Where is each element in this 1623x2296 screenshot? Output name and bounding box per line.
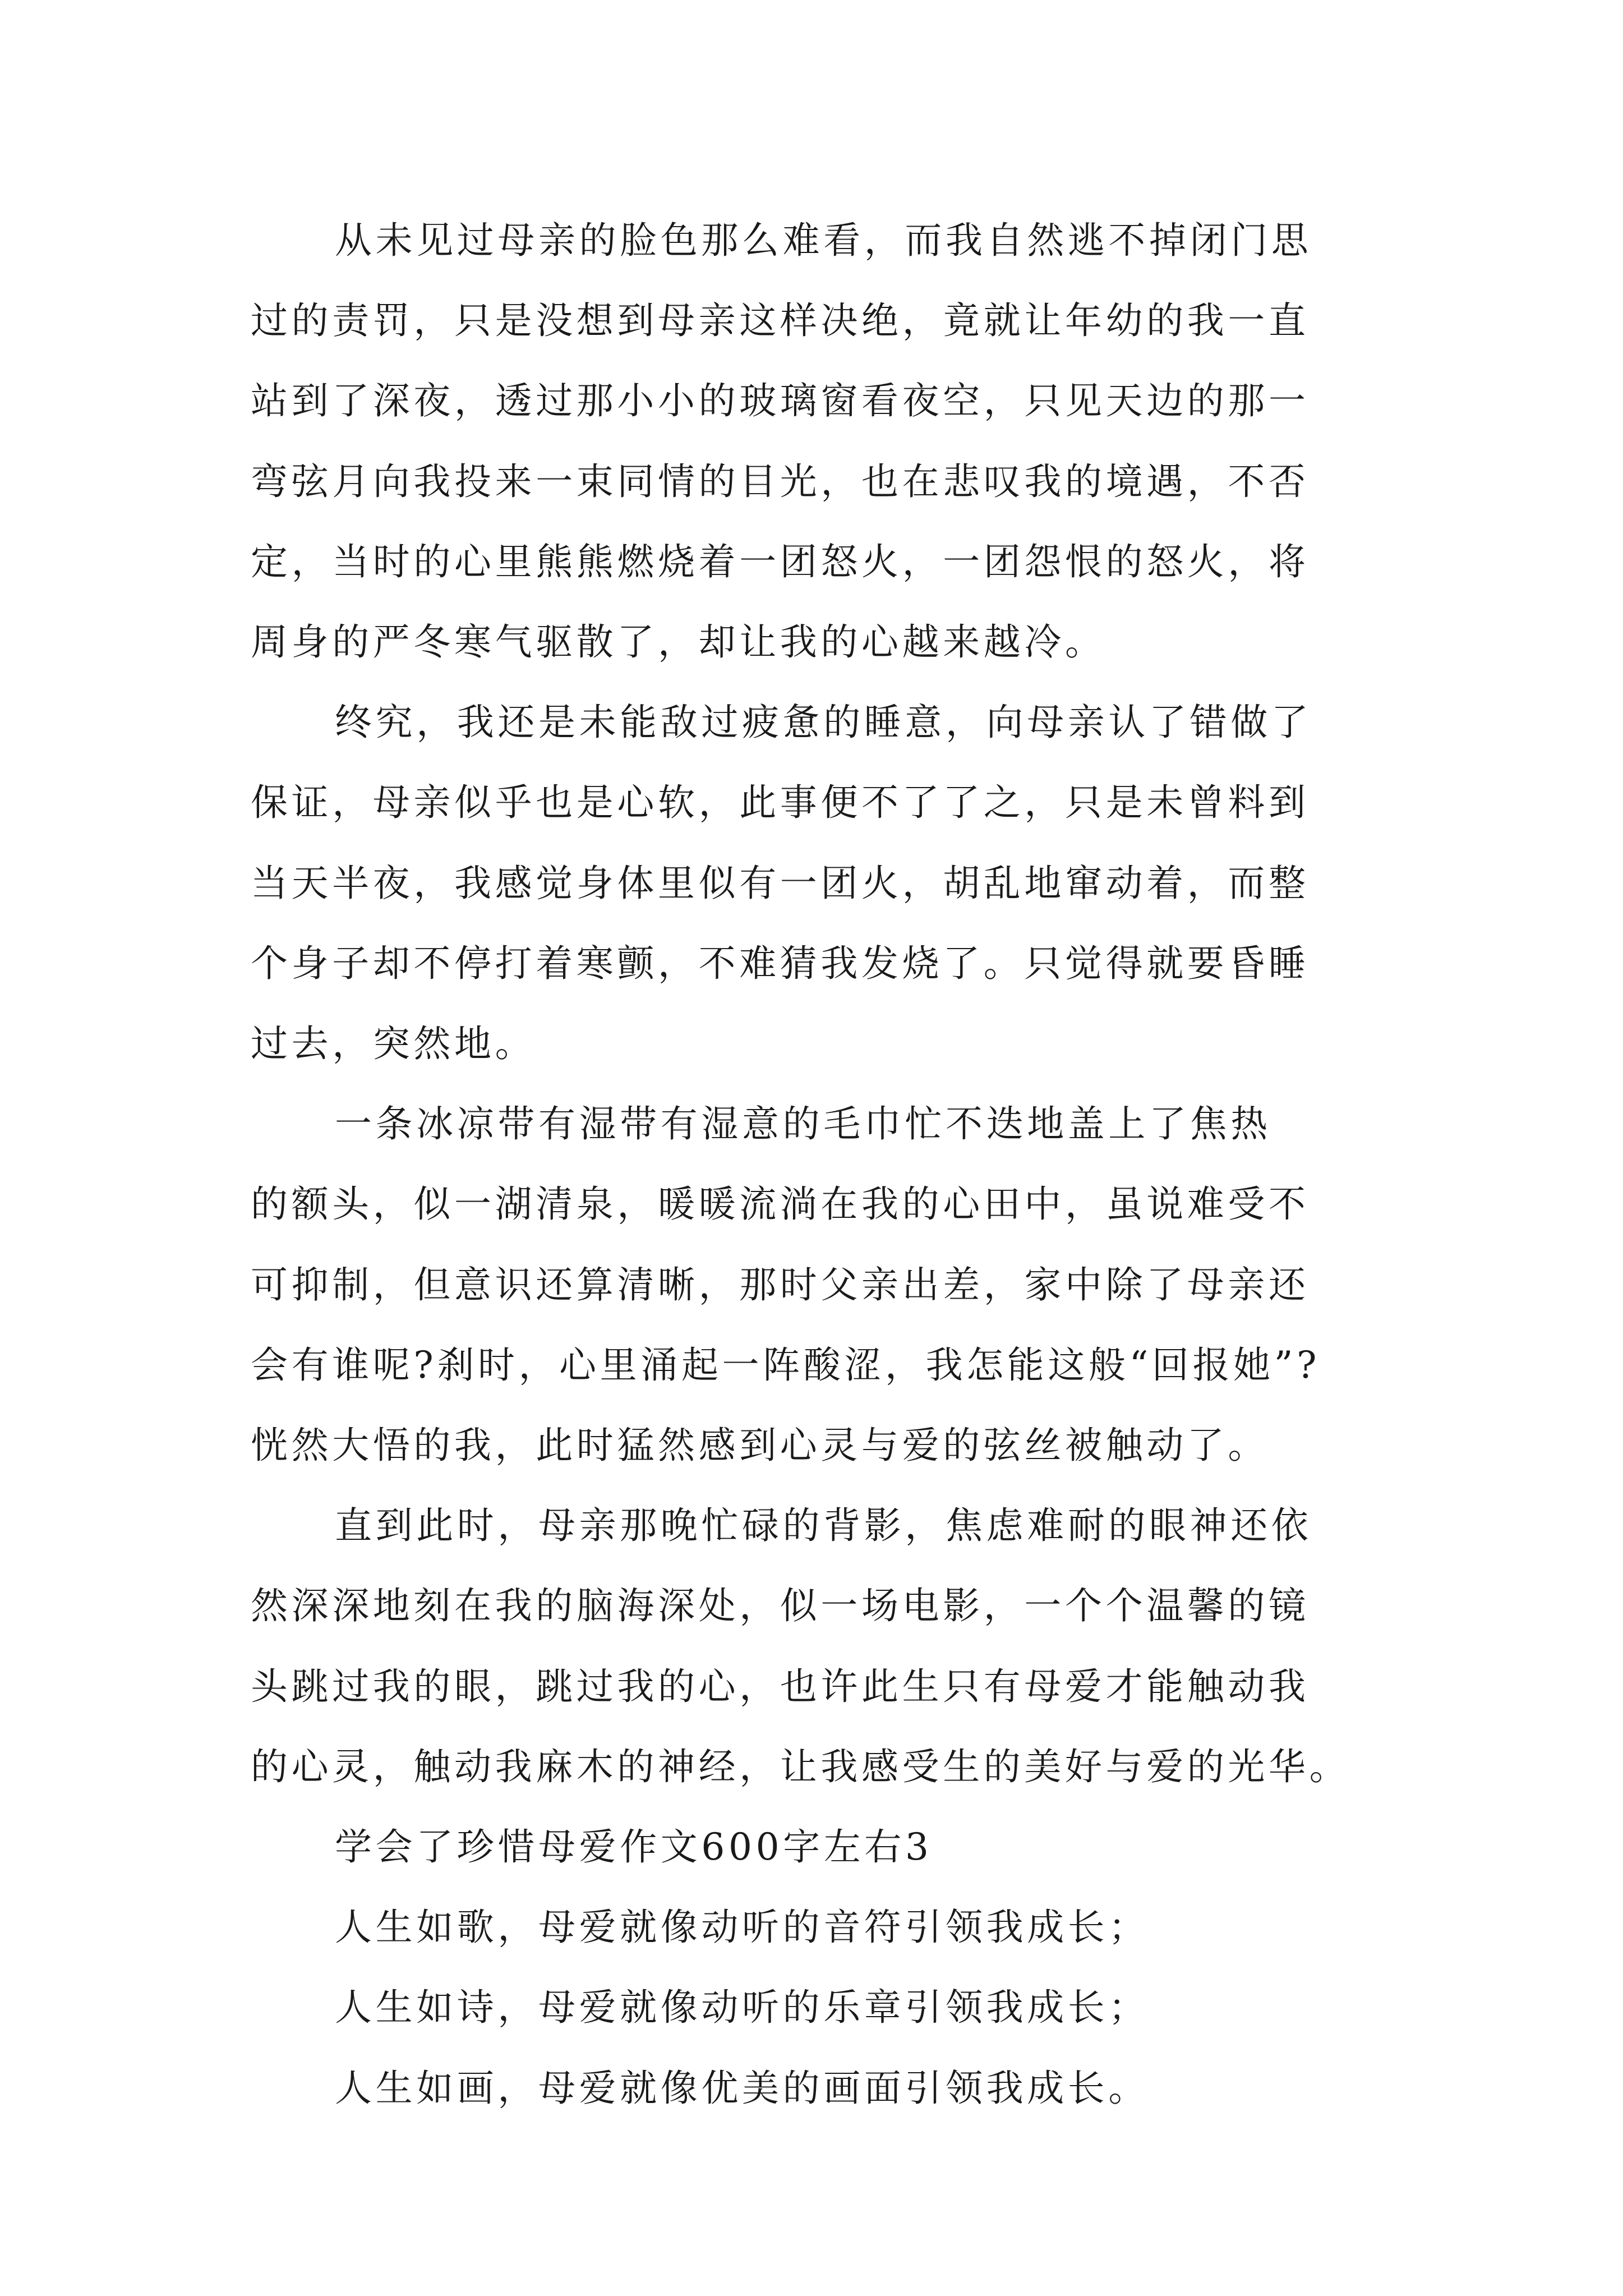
text-line: 然深深地刻在我的脑海深处，似一场电影，一个个温馨的镜 — [251, 1584, 1310, 1627]
text-line: 保证，母亲似乎也是心软，此事便不了了之，只是未曾料到 — [251, 781, 1310, 824]
text-line: 过的责罚，只是没想到母亲这样决绝，竟就让年幼的我一直 — [251, 299, 1310, 342]
text-line: 的心灵，触动我麻木的神经，让我感受生的美好与爱的光华。 — [251, 1745, 1350, 1788]
text-line: 过去，突然地。 — [251, 1022, 536, 1065]
text-line: 个身子却不停打着寒颤，不难猜我发烧了。只觉得就要昏睡 — [251, 942, 1310, 985]
text-line: 直到此时，母亲那晚忙碌的背影，焦虑难耐的眼神还依 — [335, 1504, 1312, 1547]
text-line: 当天半夜，我感觉身体里似有一团火，胡乱地窜动着，而整 — [251, 862, 1310, 905]
text-line: 弯弦月向我投来一束同情的目光，也在悲叹我的境遇，不否 — [251, 460, 1310, 503]
text-line: 终究，我还是未能敌过疲惫的睡意，向母亲认了错做了 — [335, 701, 1312, 744]
text-line: 一条冰凉带有湿带有湿意的毛巾忙不迭地盖上了焦热 — [335, 1102, 1271, 1145]
text-line: 可抑制，但意识还算清晰，那时父亲出差，家中除了母亲还 — [251, 1263, 1310, 1306]
text-line: 头跳过我的眼，跳过我的心，也许此生只有母爱才能触动我 — [251, 1665, 1310, 1708]
text-line: 恍然大悟的我，此时猛然感到心灵与爱的弦丝被触动了。 — [251, 1424, 1269, 1467]
text-line: 会有谁呢?刹时，心里涌起一阵酸涩，我怎能这般“回报她”? — [251, 1343, 1321, 1387]
text-line: 周身的严冬寒气驱散了，却让我的心越来越冷。 — [251, 620, 1106, 664]
text-line: 人生如歌，母爱就像动听的音符引领我成长； — [335, 1906, 1149, 1949]
section-heading: 学会了珍惜母爱作文600字左右3 — [335, 1825, 933, 1869]
text-line: 人生如诗，母爱就像动听的乐章引领我成长； — [335, 1986, 1149, 2029]
text-line: 定，当时的心里熊熊燃烧着一团怒火，一团怨恨的怒火，将 — [251, 540, 1310, 583]
text-line: 从未见过母亲的脸色那么难看，而我自然逃不掉闭门思 — [335, 219, 1312, 262]
text-line: 的额头，似一湖清泉，暖暖流淌在我的心田中，虽说难受不 — [251, 1182, 1310, 1226]
text-line: 站到了深夜，透过那小小的玻璃窗看夜空，只见天边的那一 — [251, 379, 1310, 422]
text-line: 人生如画，母爱就像优美的画面引领我成长。 — [335, 2067, 1149, 2110]
